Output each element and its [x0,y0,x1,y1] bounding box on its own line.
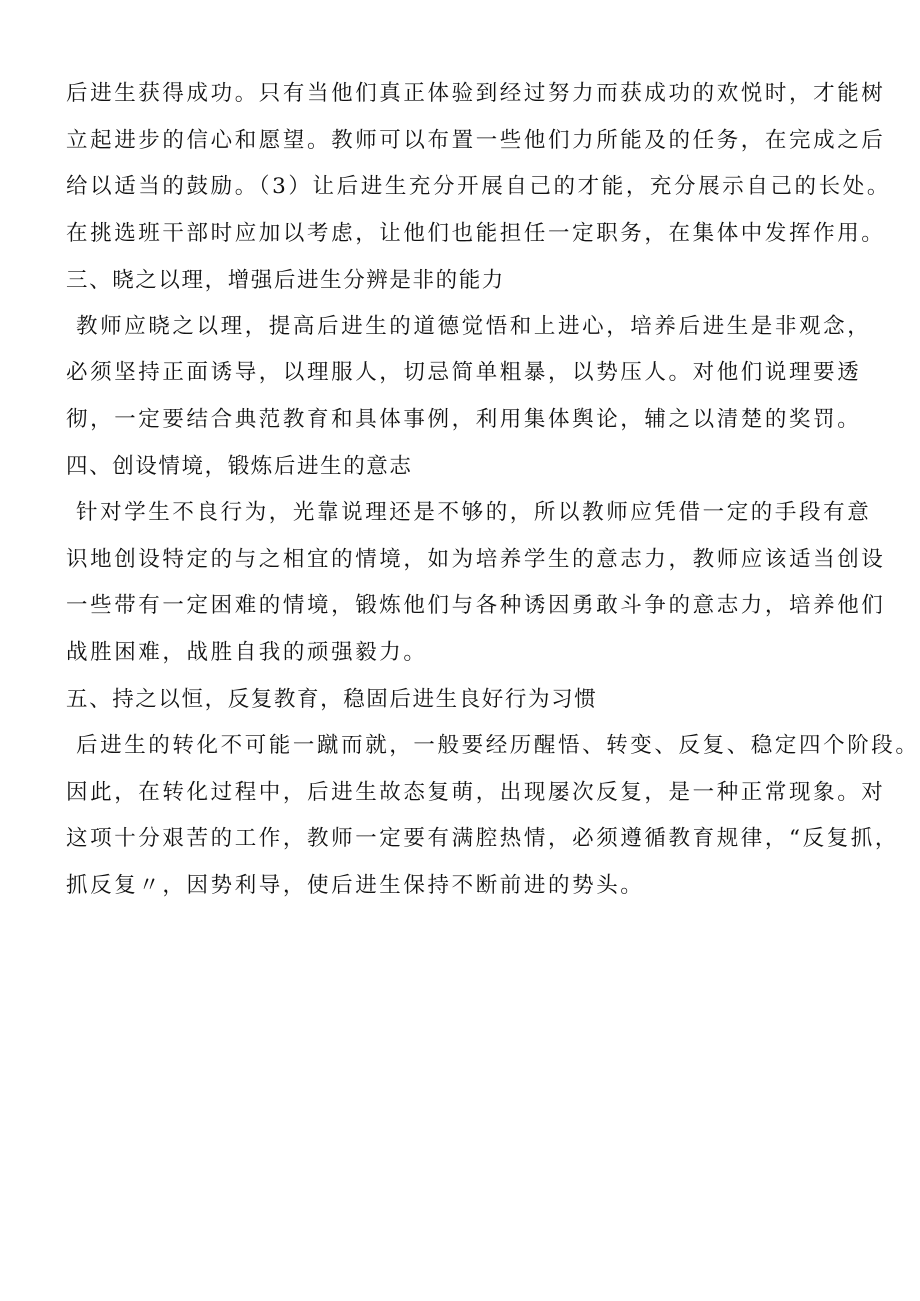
paragraph-line: 针对学生不良行为，光靠说理还是不够的，所以教师应凭借一定的手段有意 [76,500,872,525]
paragraph-line: 必须坚持正面诱导，以理服人，切忌简单粗暴，以势压人。对他们说理要透 [66,360,862,385]
paragraph-line: 后进生获得成功。只有当他们真正体验到经过努力而获成功的欢悦时，才能树 [66,81,886,106]
paragraph-line: 后进生的转化不可能一蹴而就，一般要经历醒悟、转变、反复、稳定四个阶段。 [76,733,920,758]
paragraph-line: 立起进步的信心和愿望。教师可以布置一些他们力所能及的任务，在完成之后 [66,128,886,153]
paragraph-line: 识地创设特定的与之相宜的情境，如为培养学生的意志力，教师应该适当创设 [66,547,886,572]
paragraph-line: 因此，在转化过程中，后进生故态复萌，出现屡次反复，是一种正常现象。对 [66,780,886,805]
paragraph-line: 一些带有一定困难的情境，锻炼他们与各种诱因勇敢斗争的意志力，培养他们 [66,593,886,618]
paragraph-line: 给以适当的鼓励。（3）让后进生充分开展自己的才能，充分展示自己的长处。 [66,174,891,199]
paragraph-line: 彻，一定要结合典范教育和具体事例，利用集体舆论，辅之以清楚的奖罚。 [66,407,862,432]
paragraph-line: 战胜困难，战胜自我的顽强毅力。 [66,640,428,665]
paragraph-line: 在挑选班干部时应加以考虑，让他们也能担任一定职务，在集体中发挥作用。 [66,221,886,246]
section-heading: 三、晓之以理，增强后进生分辨是非的能力 [66,268,505,293]
section-heading: 四、创设情境，锻炼后进生的意志 [66,454,413,479]
section-heading: 五、持之以恒，反复教育，稳固后进生良好行为习惯 [66,687,598,712]
paragraph-line: 抓反复〃，因势利导，使后进生保持不断前进的势头。 [66,873,645,898]
paragraph-line: 这项十分艰苦的工作，教师一定要有满腔热情，必须遵循教育规律，“反复抓， [66,826,899,851]
paragraph-line: 教师应晓之以理，提高后进生的道德觉悟和上进心，培养后进生是非观念， [76,314,872,339]
